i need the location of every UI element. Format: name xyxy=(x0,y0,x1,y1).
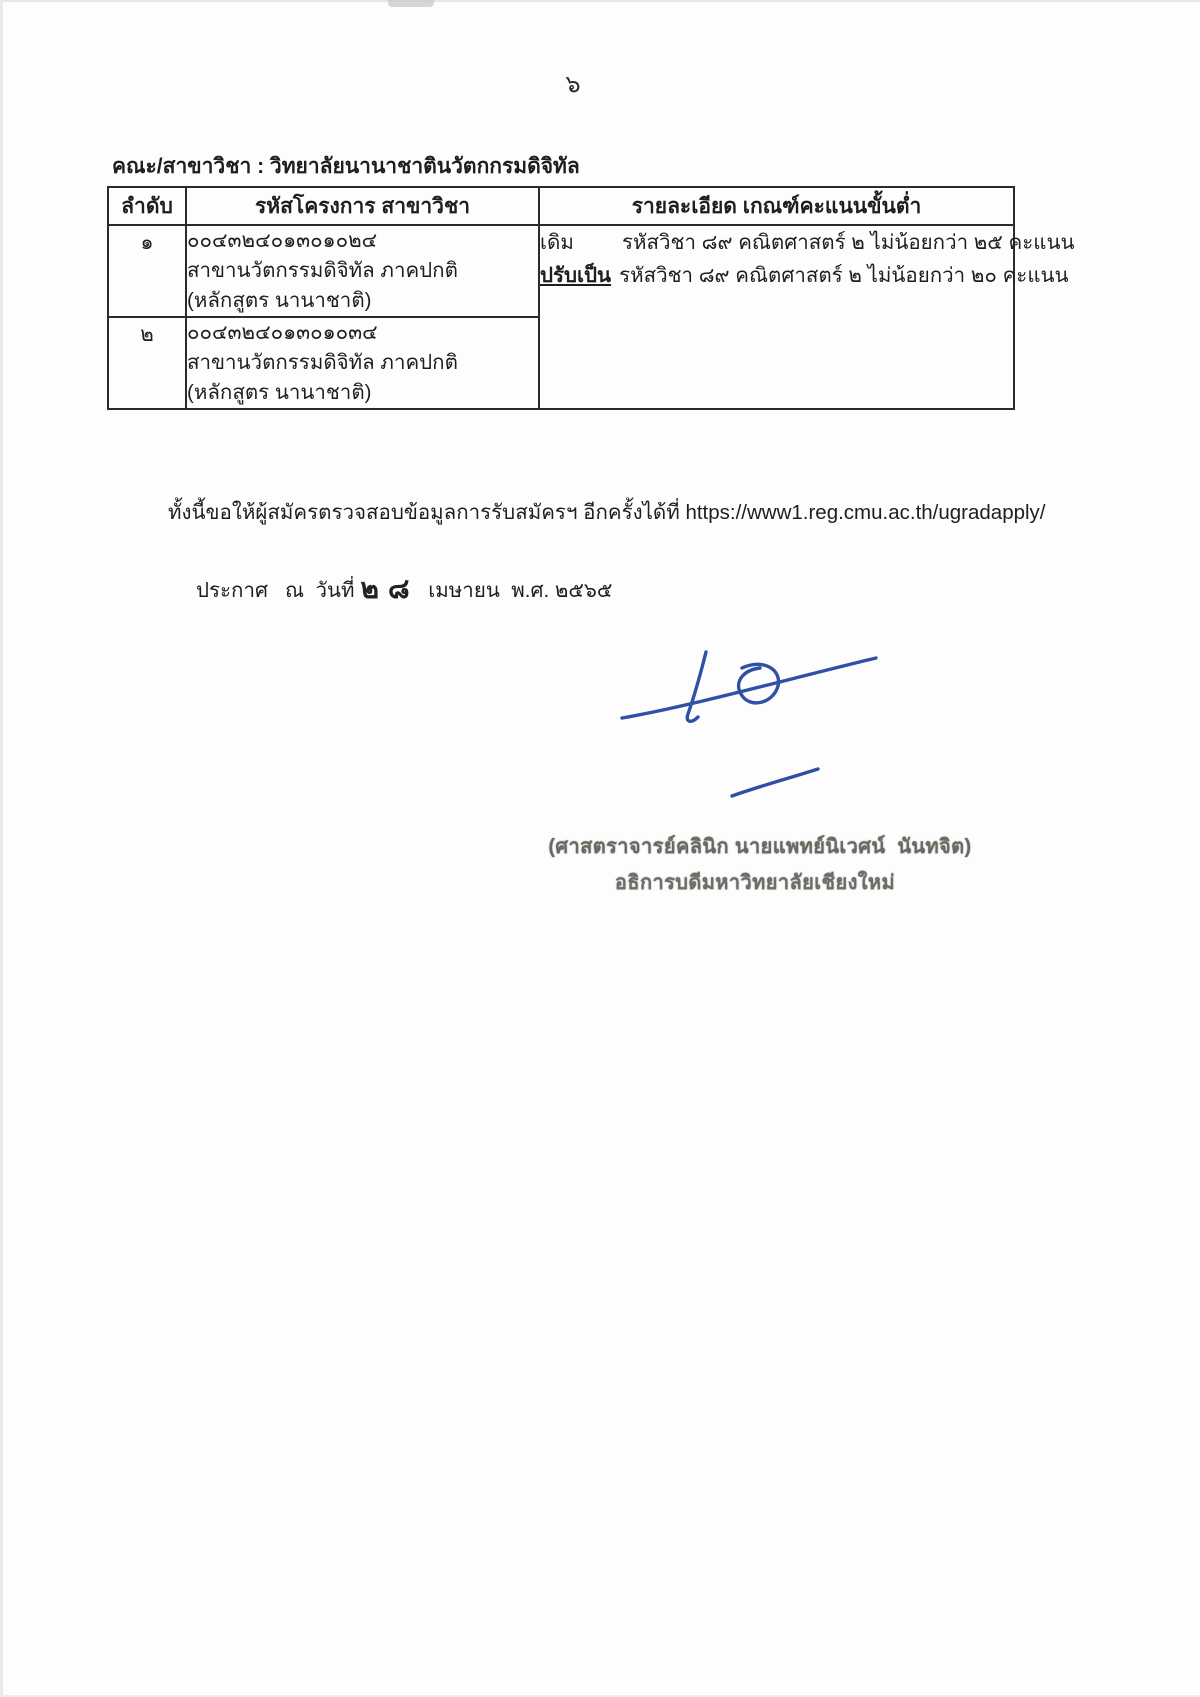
signature-ink xyxy=(612,636,892,806)
announce-suffix: เมษายน พ.ศ. ๒๕๖๕ xyxy=(422,579,613,602)
announcement-date-line xyxy=(196,566,612,610)
criteria-cell xyxy=(539,225,1075,409)
verification-note xyxy=(168,496,1046,529)
page-number: ๖ xyxy=(565,71,581,98)
row-2-curriculum: (หลักสูตร นานาชาติ) xyxy=(187,381,372,404)
criteria-old-text: รหัสวิชา ๘๙ คณิตศาสตร์ ๒ ไม่น้อยกว่า ๒๕ คะแนน xyxy=(622,231,1075,254)
handwritten-date: ๒๘ xyxy=(360,573,419,604)
row-1-program: สาขานวัตกรรมดิจิทัล ภาคปกติ xyxy=(187,259,458,282)
scan-smudge xyxy=(388,0,434,7)
criteria-new-line xyxy=(540,259,1069,292)
scan-edge-top xyxy=(0,0,1200,2)
faculty-heading: คณะ/สาขาวิชา : วิทยาลัยนานาชาตินวัตกกรมดิจิทัล xyxy=(112,155,580,178)
criteria-old-line xyxy=(540,226,1075,259)
column-header-criteria: รายละเอียด เกณฑ์คะแนนขั้นต่ำ xyxy=(539,187,1014,225)
criteria-new-label: ปรับเป็น xyxy=(540,264,612,287)
column-header-order: ลำดับ xyxy=(108,187,186,225)
row-1-curriculum: (หลักสูตร นานาชาติ) xyxy=(187,289,372,312)
note-text: ทั้งนี้ขอให้ผู้สมัครตรวจสอบข้อมูลการรับสมัครฯ อีกครั้งได้ที่ xyxy=(168,501,686,524)
row-2-program-cell xyxy=(186,317,539,409)
row-1-program-cell xyxy=(186,225,539,317)
row-1-code: ๐๐๔๓๒๔๐๑๓๐๑๐๒๔ xyxy=(187,229,378,252)
row-2-code: ๐๐๔๓๒๔๐๑๓๐๑๐๓๔ xyxy=(187,321,378,344)
row-2-order: ๒ xyxy=(108,317,186,409)
signer-title: อธิการบดีมหาวิทยาลัยเชียงใหม่ xyxy=(614,872,896,894)
application-url: https://www1.reg.cmu.ac.th/ugradapply/ xyxy=(685,501,1046,524)
criteria-new-text: รหัสวิชา ๘๙ คณิตศาสตร์ ๒ ไม่น้อยกว่า ๒๐ คะแนน xyxy=(619,264,1069,287)
table-row xyxy=(108,225,1014,317)
scan-edge-left xyxy=(0,0,3,1697)
announce-prefix: ประกาศ ณ วันที่ xyxy=(196,579,355,602)
signer-name: (ศาสตราจารย์คลินิก นายแพทย์นิเวศน์ นันทจิต) xyxy=(548,836,972,858)
column-header-program-code: รหัสโครงการ สาขาวิชา xyxy=(186,187,539,225)
criteria-table xyxy=(107,186,1075,410)
criteria-old-label: เดิม xyxy=(540,231,574,254)
row-2-program: สาขานวัตกรรมดิจิทัล ภาคปกติ xyxy=(187,351,458,374)
table-header-row xyxy=(108,187,1014,225)
row-1-order: ๑ xyxy=(108,225,186,317)
